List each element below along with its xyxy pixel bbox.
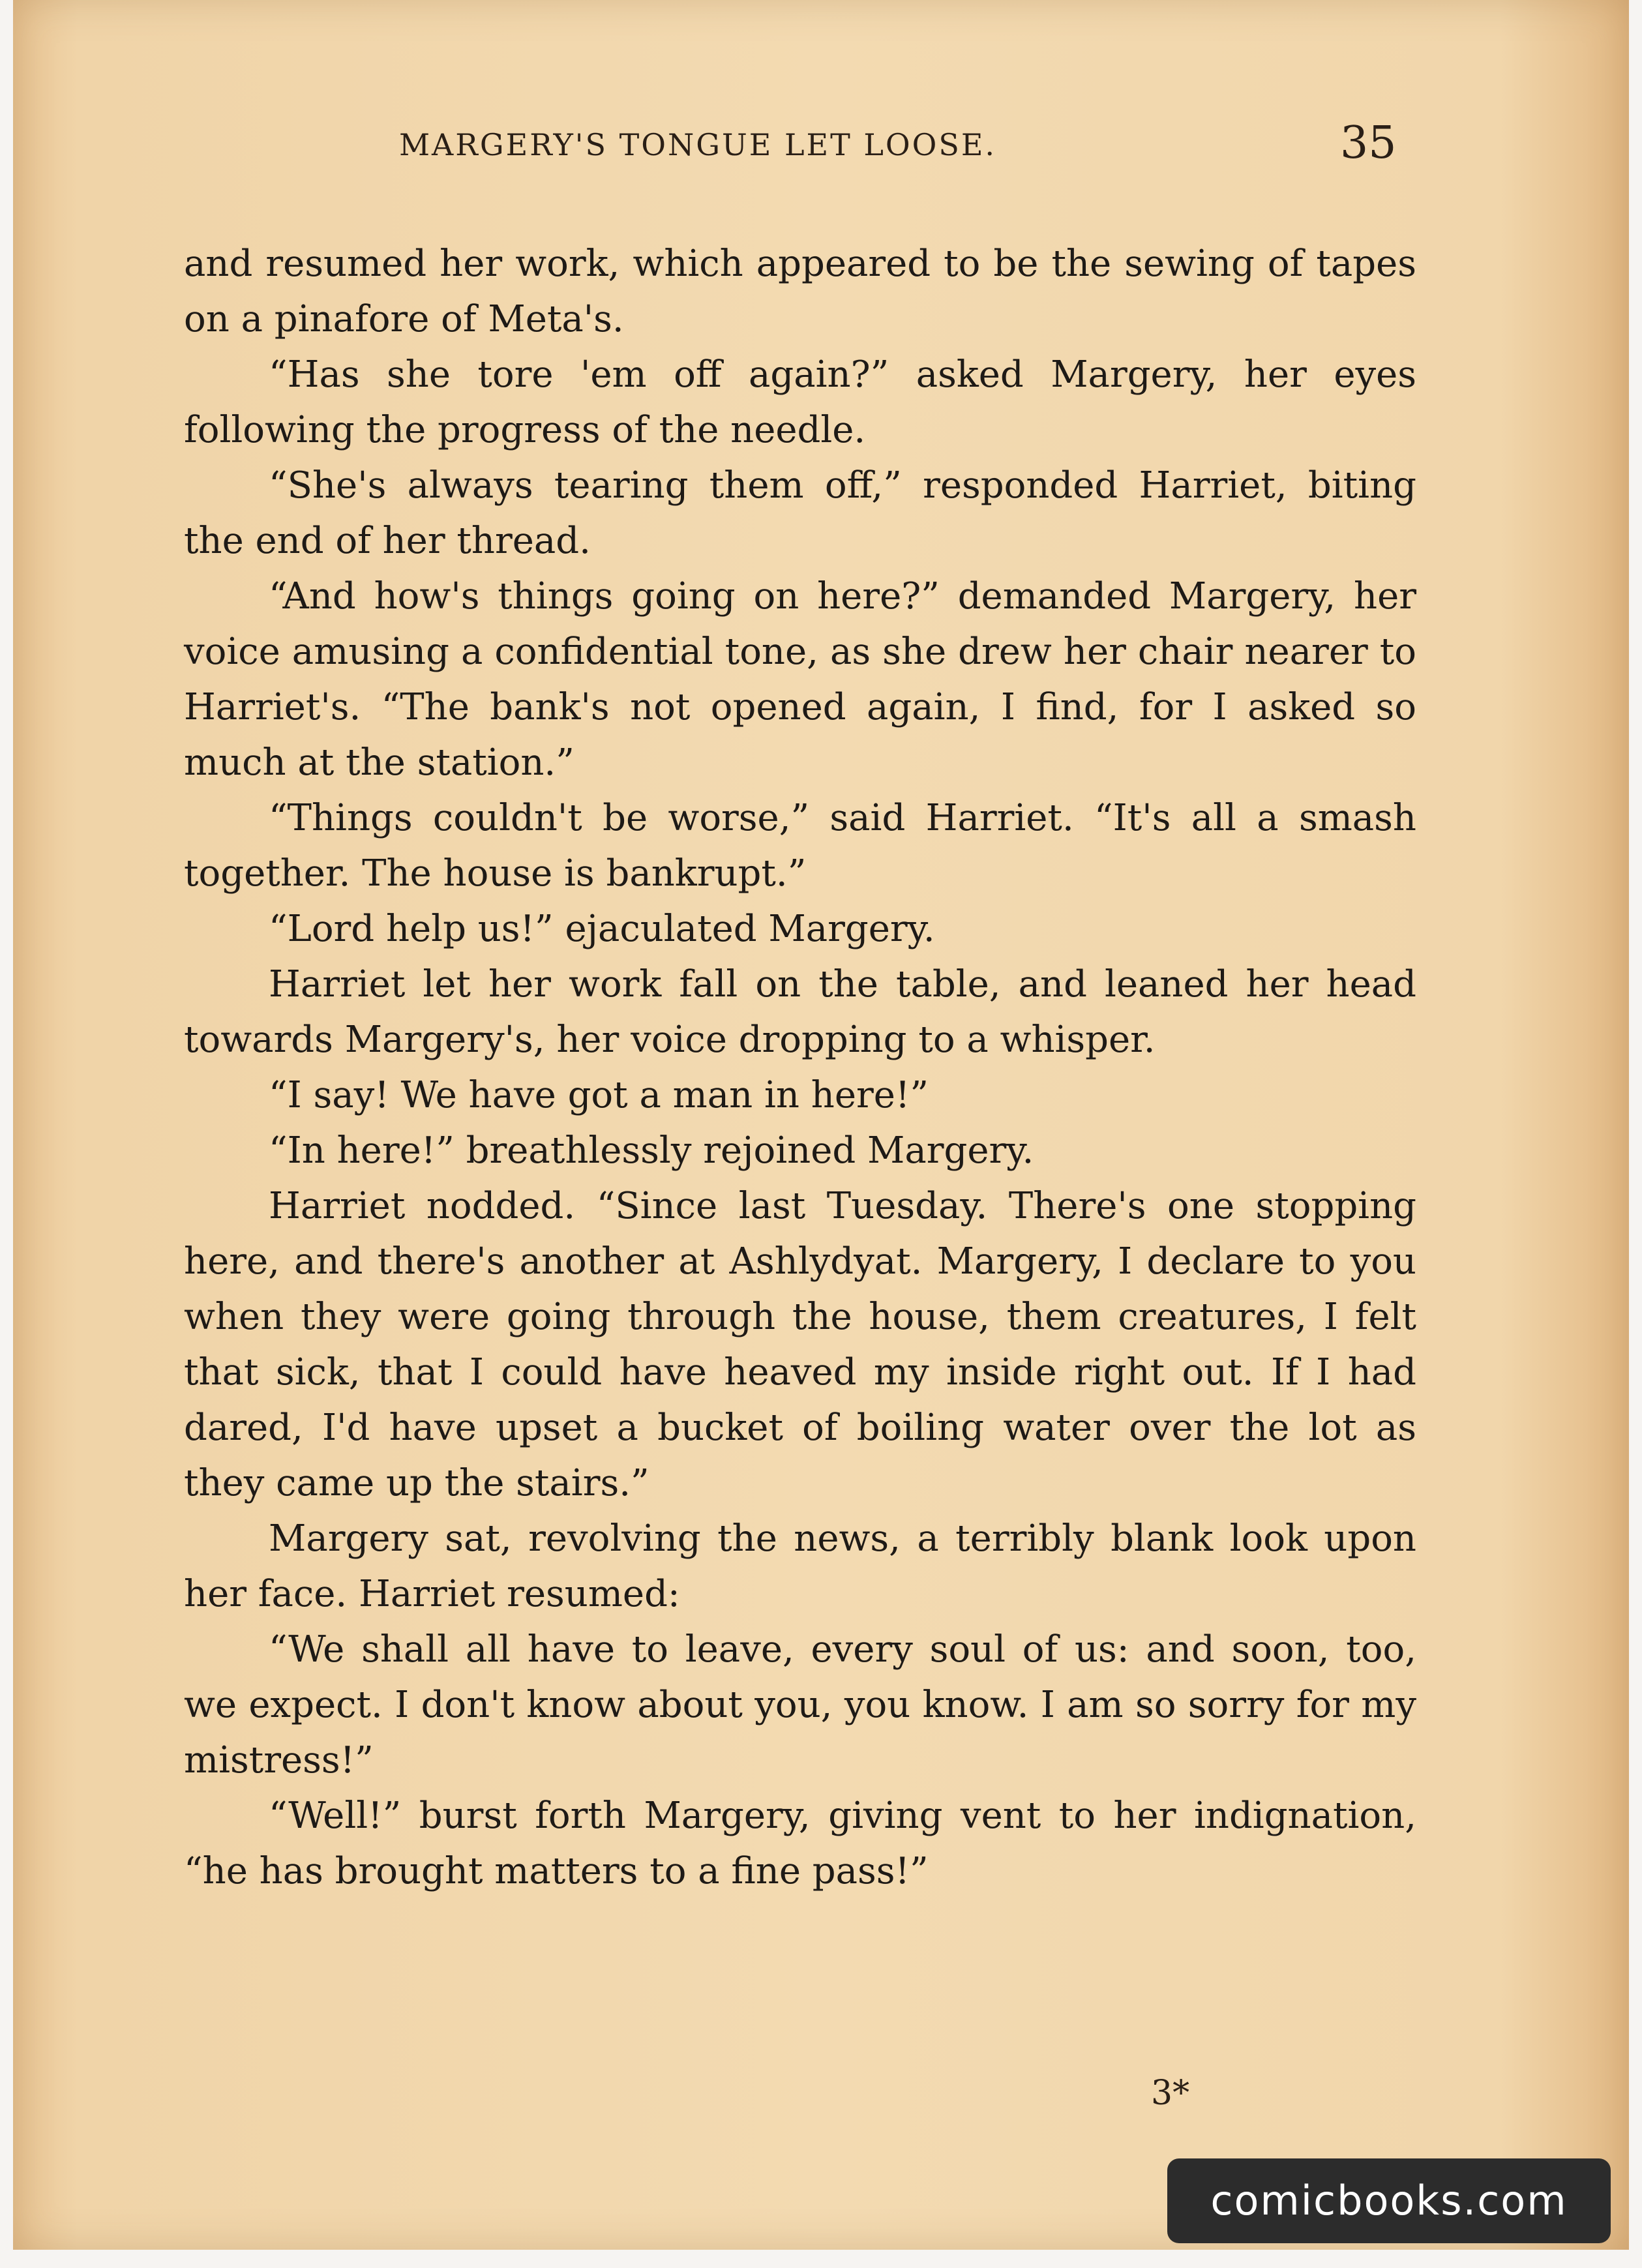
text-body <box>184 236 1416 1899</box>
paragraph: “Things couldn't be worse,” said Harriet. “It's all a smash together. The house is bankrupt.” <box>184 797 1416 895</box>
paragraph: Harriet nodded. “Since last Tuesday. There's one stopping here, and there's another at Ashlydyat. Margery, I declare to you when they were going through the house, them creatures, I felt that sick, that I could have heaved my inside right out. If I had dared, I'd have upset a bucket of boiling water over the lot as they came up the stairs.” <box>184 1185 1416 1504</box>
paragraph: Harriet let her work fall on the table, and leaned her head towards Margery's, her voice dropping to a whisper. <box>184 963 1416 1061</box>
paragraph: “And how's things going on here?” demanded Margery, her voice amusing a confidential tone, as she drew her chair nearer to Harriet's. “The bank's not opened again, I find, for I asked so much at the station.” <box>184 575 1416 784</box>
page-number: 35 <box>1340 117 1397 169</box>
paragraph: “Well!” burst forth Margery, giving vent to her indignation, “he has brought matters to a fine pass!” <box>184 1795 1416 1892</box>
signature-mark: 3* <box>1151 2074 1190 2113</box>
paragraph: “Lord help us!” ejaculated Margery. <box>269 908 935 950</box>
paragraph: “We shall all have to leave, every soul of us: and soon, too, we expect. I don't know about you, you know. I am so sorry for my mistress!” <box>184 1628 1416 1782</box>
paragraph: “In here!” breathlessly rejoined Margery. <box>269 1129 1034 1172</box>
paragraph: and resumed her work, which appeared to be the sewing of tapes on a pinafore of Meta's. <box>184 243 1416 340</box>
paragraph: Margery sat, revolving the news, a terribly blank look upon her face. Harriet resumed: <box>184 1517 1416 1615</box>
paragraph: “I say! We have got a man in here!” <box>269 1074 929 1116</box>
book-page <box>13 0 1629 2250</box>
running-head: MARGERY'S TONGUE LET LOOSE. <box>398 127 997 162</box>
paragraph: “Has she tore 'em off again?” asked Margery, her eyes following the progress of the needle. <box>184 353 1416 451</box>
paragraph: “She's always tearing them off,” responded Harriet, biting the end of her thread. <box>184 464 1416 562</box>
watermark-badge: comicbooks.com <box>1167 2158 1611 2243</box>
